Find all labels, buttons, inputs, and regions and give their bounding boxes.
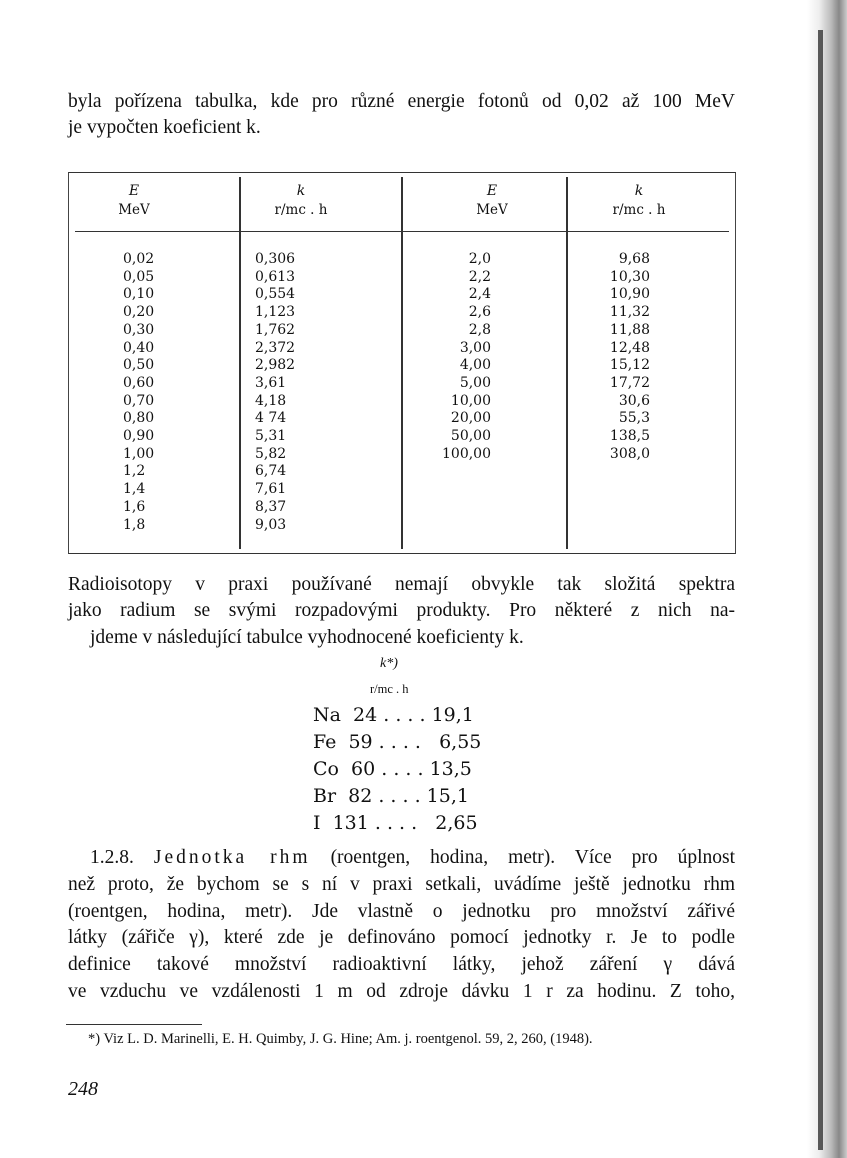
table-cell: 0,80 <box>123 410 155 427</box>
table-cell: 0,05 <box>123 268 155 285</box>
table-cell: 10,00 <box>450 392 491 409</box>
table-cell: 11,32 <box>609 304 650 321</box>
section-line-4: látky (zářiče γ), které zde je definováno pomocí jednotky r. Je to podle <box>68 927 735 948</box>
table-cell: 2,982 <box>255 357 296 374</box>
table-cell: 12,48 <box>609 339 650 356</box>
isotope-row: Co 60 . . . . 13,5 <box>313 758 472 780</box>
table-cell: 55,3 <box>618 410 650 427</box>
para2-line-1: Radioisotopy v praxi používané nemají obvykle tak složitá spektra <box>68 574 735 595</box>
table-cell: 138,5 <box>609 428 650 445</box>
table-cell: 50,00 <box>450 428 491 445</box>
section-line-3: (roentgen, hodina, metr). Jde vlastně o jednotku pro množství zářivé <box>68 901 735 922</box>
table-cell: 0,70 <box>123 392 155 409</box>
table-header-rule <box>75 231 729 232</box>
table-cell: 3,00 <box>459 339 491 356</box>
intro-line-2: je vypočten koeficient k. <box>68 117 261 138</box>
table-cell: 0,90 <box>123 428 155 445</box>
table-cell: 0,306 <box>255 251 296 267</box>
isotope-row: Na 24 . . . . 19,1 <box>313 704 474 726</box>
table-cell: 0,40 <box>123 339 155 356</box>
table-cell: 15,12 <box>609 357 650 374</box>
table-cell: 1,4 <box>123 481 146 498</box>
table-cell: 100,00 <box>442 445 491 462</box>
table-divider <box>401 177 403 549</box>
header-k-1: k r/mc . h <box>274 183 328 218</box>
table-cell: 0,60 <box>123 374 155 391</box>
table-cell: 5,82 <box>255 445 287 462</box>
footnote: *) Viz L. D. Marinelli, E. H. Quimby, J. G. Hine; Am. j. roentgenol. 59, 2, 260, (1948). <box>88 1031 593 1047</box>
table-cell: 2,8 <box>468 321 491 338</box>
header-energy-1: E MeV <box>118 183 150 218</box>
column-k-1 <box>255 251 295 534</box>
table-cell: 0,20 <box>123 304 155 321</box>
book-spine-edge <box>818 30 823 1150</box>
header-energy-2: E MeV <box>476 183 508 218</box>
table-divider <box>239 177 241 549</box>
table-cell: 5,00 <box>459 374 491 391</box>
table-cell: 0,02 <box>123 251 155 267</box>
table-cell: 4,18 <box>255 392 287 409</box>
table-cell: 9,68 <box>618 251 650 267</box>
table-cell: 2,6 <box>468 304 491 321</box>
table-cell: 1,2 <box>123 463 146 480</box>
table-divider <box>566 177 568 549</box>
section-line-1 <box>90 846 735 870</box>
section-number: 1.2.8. <box>90 847 134 868</box>
table-cell: 9,03 <box>255 516 287 533</box>
table-cell: 1,8 <box>123 516 146 533</box>
header-k-2: k r/mc . h <box>612 183 666 218</box>
table-cell: 4,00 <box>459 357 491 374</box>
table-cell: 1,123 <box>255 304 296 321</box>
page-number: 248 <box>68 1078 98 1100</box>
isotope-row: Fe 59 . . . . 6,55 <box>313 731 482 753</box>
table-cell: 30,6 <box>618 392 650 409</box>
table-cell: 5,31 <box>255 428 287 445</box>
section-line-2: než proto, že bychom se s ní v praxi setkali, uvádíme ještě jednotku rhm <box>68 874 735 895</box>
table-cell: 1,762 <box>255 321 296 338</box>
isotope-header-symbol: k*) <box>380 656 398 671</box>
table-cell: 11,88 <box>609 321 650 338</box>
table-cell: 8,37 <box>255 498 287 515</box>
section-line-5: definice takové množství radioaktivní látky, jehož záření γ dává <box>68 954 735 975</box>
para2-line-3: jdeme v následující tabulce vyhodnocené koeficienty k. <box>90 627 524 648</box>
table-cell: 20,00 <box>450 410 491 427</box>
column-energy-1 <box>123 251 154 534</box>
section-line-6: ve vzduchu ve vzdálenosti 1 m od zdroje dávku 1 r za hodinu. Z toho, <box>68 981 735 1002</box>
table-cell: 17,72 <box>609 374 650 391</box>
isotope-row: I 131 . . . . 2,65 <box>313 812 478 834</box>
table-cell: 0,30 <box>123 321 155 338</box>
table-cell: 7,61 <box>255 481 287 498</box>
book-binding-shadow <box>807 0 847 1158</box>
table-cell: 0,50 <box>123 357 155 374</box>
table-cell: 6,74 <box>255 463 287 480</box>
table-cell: 1,00 <box>123 445 155 462</box>
table-cell: 0,10 <box>123 286 155 303</box>
section-title: Jednotka rhm <box>153 847 311 868</box>
table-cell: 308,0 <box>609 445 650 462</box>
footnote-rule <box>66 1024 202 1025</box>
isotope-header-unit: r/mc . h <box>370 682 409 696</box>
section-line-1-rest: (roentgen, hodina, metr). Více pro úplnost <box>330 847 735 868</box>
intro-line-1: byla pořízena tabulka, kde pro různé energie fotonů od 0,02 až 100 MeV <box>68 91 735 112</box>
table-cell: 1,6 <box>123 498 146 515</box>
column-k-2 <box>600 251 650 463</box>
table-cell: 2,372 <box>255 339 296 356</box>
table-cell: 3,61 <box>255 374 287 391</box>
table-cell: 0,554 <box>255 286 296 303</box>
para2-line-2: jako radium se svými rozpadovými produkty. Pro některé z nich na- <box>68 600 735 621</box>
table-cell: 4 74 <box>255 410 287 427</box>
table-cell: 2,0 <box>468 251 491 267</box>
table-cell: 2,4 <box>468 286 491 303</box>
energy-coefficient-table <box>68 172 736 554</box>
isotope-row: Br 82 . . . . 15,1 <box>313 785 469 807</box>
table-cell: 10,30 <box>609 268 650 285</box>
table-cell: 2,2 <box>468 268 491 285</box>
column-energy-2 <box>441 251 491 463</box>
table-cell: 0,613 <box>255 268 296 285</box>
table-cell: 10,90 <box>609 286 650 303</box>
